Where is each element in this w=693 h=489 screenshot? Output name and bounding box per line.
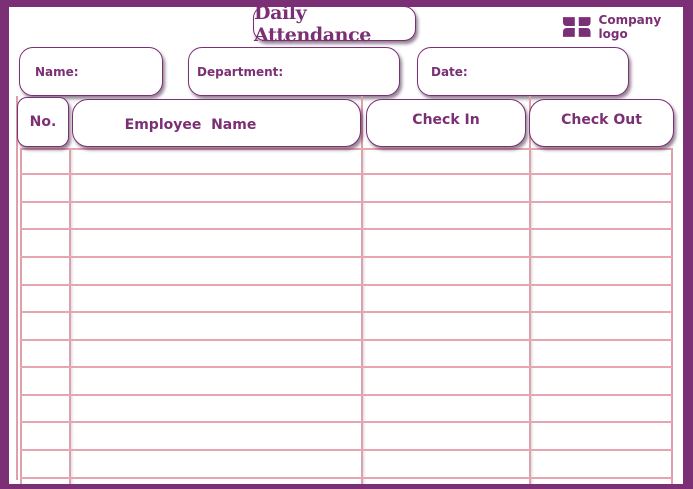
- table-cell-employee-name[interactable]: [71, 230, 361, 257]
- table-cell-no[interactable]: [21, 368, 69, 395]
- column-header-check-in-label: Check In: [412, 112, 480, 128]
- table-cell-no[interactable]: [21, 341, 69, 367]
- table-cell-check-in[interactable]: [363, 203, 529, 229]
- table-cell-employee-name[interactable]: [71, 286, 361, 312]
- table-cell-no[interactable]: [21, 203, 69, 229]
- table-cell-employee-name[interactable]: [71, 396, 361, 422]
- column-header-check-in: [366, 99, 526, 147]
- column-header-no: [17, 97, 69, 147]
- table-cell-no[interactable]: [21, 286, 69, 312]
- table-cell-no[interactable]: [21, 150, 69, 174]
- page-title: Daily Attendance: [253, 6, 416, 41]
- company-logo: [562, 13, 693, 41]
- table-cell-no[interactable]: [21, 451, 69, 476]
- column-header-employee-name: [72, 99, 361, 147]
- table-cell-check-in[interactable]: [363, 423, 529, 450]
- column-header-check-out: [529, 99, 674, 147]
- column-header-employee-name-label: Employee Name: [124, 117, 257, 133]
- table-cell-check-in[interactable]: [363, 451, 529, 476]
- table-cell-check-in[interactable]: [363, 230, 529, 257]
- table-cell-check-in[interactable]: [363, 286, 529, 312]
- table-cell-check-out[interactable]: [531, 150, 671, 174]
- table-cell-check-in[interactable]: [363, 175, 529, 202]
- table-cell-employee-name[interactable]: [71, 203, 361, 229]
- table-cell-employee-name[interactable]: [71, 150, 361, 174]
- table-cell-check-out[interactable]: [531, 313, 671, 340]
- table-cell-employee-name[interactable]: [71, 258, 361, 285]
- table-cell-no[interactable]: [21, 175, 69, 202]
- table-cell-check-in[interactable]: [363, 150, 529, 174]
- date-field[interactable]: [417, 47, 629, 96]
- table-cell-check-in[interactable]: [363, 341, 529, 367]
- column-header-check-out-label: Check Out: [561, 112, 642, 128]
- table-cell-check-in[interactable]: [363, 258, 529, 285]
- table-cell-check-in[interactable]: [363, 368, 529, 395]
- table-cell-check-out[interactable]: [531, 341, 671, 367]
- table-cell-employee-name[interactable]: [71, 368, 361, 395]
- table-cell-check-out[interactable]: [531, 451, 671, 476]
- table-cell-no[interactable]: [21, 423, 69, 450]
- table-cell-no[interactable]: [21, 230, 69, 257]
- column-header-no-label: No.: [29, 114, 57, 130]
- table-cell-check-out[interactable]: [531, 203, 671, 229]
- table-cell-no[interactable]: [21, 313, 69, 340]
- table-cell-employee-name[interactable]: [71, 313, 361, 340]
- table-cell-check-out[interactable]: [531, 423, 671, 450]
- four-petal-logo-icon: [562, 16, 592, 38]
- table-cell-employee-name[interactable]: [71, 175, 361, 202]
- table-cell-no[interactable]: [21, 258, 69, 285]
- table-cell-check-in[interactable]: [363, 313, 529, 340]
- table-cell-check-out[interactable]: [531, 286, 671, 312]
- table-cell-check-in[interactable]: [363, 396, 529, 422]
- company-logo-label: Company logo: [598, 13, 662, 41]
- name-field-label: Name:: [35, 64, 79, 79]
- table-cell-check-out[interactable]: [531, 230, 671, 257]
- table-cell-employee-name[interactable]: [71, 451, 361, 476]
- department-field-label: Department:: [197, 64, 284, 79]
- table-cell-no[interactable]: [21, 396, 69, 422]
- table-cell-check-out[interactable]: [531, 396, 671, 422]
- table-cell-employee-name[interactable]: [71, 341, 361, 367]
- name-field[interactable]: [19, 47, 163, 96]
- table-cell-check-out[interactable]: [531, 175, 671, 202]
- date-field-label: Date:: [431, 64, 468, 79]
- department-field[interactable]: [188, 47, 400, 96]
- table-cell-employee-name[interactable]: [71, 423, 361, 450]
- table-cell-check-out[interactable]: [531, 368, 671, 395]
- table-cell-check-out[interactable]: [531, 258, 671, 285]
